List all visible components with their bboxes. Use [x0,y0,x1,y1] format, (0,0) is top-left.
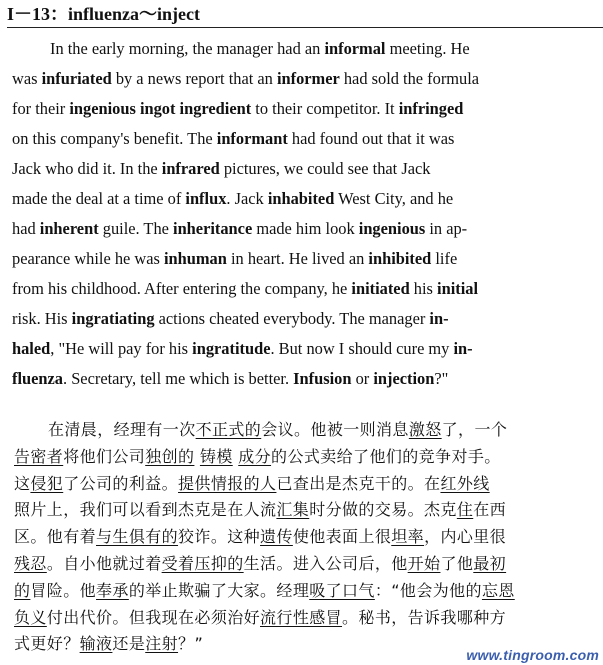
text-run: 了他 [440,553,474,573]
section-heading [7,2,597,26]
text-run: 。自小他就过着 [46,553,162,573]
english-line [12,274,594,304]
translated-term: 奉承 [96,580,129,600]
chinese-translation [14,417,594,658]
text-run: 在西 [473,500,507,520]
vocab-term: in- [453,339,473,358]
vocab-term: fluenza [12,369,63,388]
translated-term: 与生俱有的 [96,527,179,547]
vocab-term: ingratitude [192,339,271,358]
translated-term: 坦率 [391,527,425,547]
vocab-term: initial [437,279,479,298]
text-run: risk. His [12,309,72,328]
text-run: 还是 [112,634,146,654]
text-run: . Jack [226,189,268,208]
english-line [12,214,594,244]
translated-term: 吸了口气 [309,580,375,600]
vocab-term: infringed [398,99,464,118]
translated-term: 独创的 [145,446,195,466]
text-run: 了，一个 [441,420,508,439]
translated-term: 负义 [14,607,47,627]
text-run: in heart. He lived an [226,249,369,268]
translated-term: 住 [456,500,474,520]
english-line [12,34,594,64]
vocab-term: ingratiating [71,309,155,328]
vocab-term: informal [324,39,386,58]
text-run: 将他们公司 [63,446,146,466]
vocab-term: informant [216,129,288,148]
translated-term: 遗传 [260,527,293,547]
text-run: . Secretary, tell me which is better. [63,369,294,388]
section-heading-text: I－13：influenza～inject [7,4,200,24]
text-run: 式更好？ [14,634,80,654]
text-run: life [431,249,458,268]
text-run: to their competitor. It [251,99,399,118]
translated-term: 受着压抑的 [161,553,244,573]
text-run: had [12,219,40,238]
chinese-line [14,578,594,605]
text-run: meeting. He [385,39,470,58]
translated-term: 告密者 [14,446,64,466]
text-run: 这 [14,473,31,493]
english-line [12,124,594,154]
text-run: by a news report that an [111,69,277,88]
vocab-term: infuriated [41,69,112,88]
english-line [12,94,594,124]
english-line [12,364,594,394]
vocab-term: ingenious [358,219,426,238]
text-run: , "He will pay for his [50,339,193,358]
chinese-line [14,524,594,551]
translated-term: 最初 [473,553,507,573]
chinese-line [14,497,594,524]
text-run: ，内心里很 [424,527,507,547]
text-run: made the deal at a time of [12,189,186,208]
text-run: 生活。进入公司后，他 [243,553,408,573]
text-run: Jack who did it. In the [12,159,162,178]
english-line [12,334,594,364]
text-run: 会议。他被一则消息 [261,420,409,439]
vocab-term: influx [185,189,227,208]
translated-term: 成分 [238,446,272,466]
english-line [12,64,594,94]
text-run: guile. The [98,219,174,238]
chinese-line [14,417,594,444]
text-run: in ap- [425,219,468,238]
vocab-term: inhabited [267,189,335,208]
text-run: 狡诈。这种 [178,527,261,547]
text-run: 的举止欺骗了大家。经理 [128,580,310,600]
text-run: . But now I should cure my [270,339,454,358]
translated-term: 忘恩 [481,580,515,600]
text-run: on this company's benefit. The [12,129,217,148]
text-run: ?" [434,369,449,388]
chinese-line [14,605,594,632]
translated-term: 侵犯 [30,473,64,493]
heading-rule [7,27,603,28]
text-run: 区。他有着 [14,527,97,547]
chinese-line [14,444,594,471]
vocab-term: injection [373,369,435,388]
text-run: was [12,69,42,88]
text-run: from his childhood. After entering the company, he [12,279,352,298]
translated-term: 红外线 [440,473,490,493]
text-run: actions cheated everybody. The manager [154,309,430,328]
site-watermark[interactable]: www.tingroom.com [466,647,599,663]
chinese-line [14,471,594,498]
vocab-term: haled [12,339,51,358]
vocab-term: inherent [39,219,99,238]
text-run: 冒险。他 [30,580,97,600]
vocab-term: Infusion [293,369,352,388]
text-run: 已查出是杰克干的。在 [276,473,441,493]
vocab-term: in- [429,309,449,328]
vocab-term: inheritance [173,219,253,238]
vocab-term: inhuman [164,249,227,268]
translated-term: 铸模 [199,446,233,466]
text-run: made him look [252,219,359,238]
text-run: his [409,279,438,298]
translated-term: 提供情报的人 [178,473,277,493]
translated-term: 汇集 [276,500,310,520]
translated-term: 输液 [79,634,113,654]
translated-term: 流行性感冒 [260,607,343,627]
chinese-line [14,551,594,578]
text-run: ？” [178,634,204,654]
text-run: 了公司的利益。 [63,473,179,493]
translated-term: 开始 [407,553,441,573]
text-run: ：“他会为他的 [374,580,482,600]
text-run: had sold the formula [339,69,480,88]
english-line [12,184,594,214]
text-run: or [351,369,374,388]
text-run: 时分做的交易。杰克 [309,500,457,520]
text-run: pearance while he was [12,249,164,268]
vocab-term: initiated [351,279,410,298]
vocab-term: ingenious ingot ingredient [69,99,252,118]
translated-term: 激怒 [408,420,442,439]
translated-term: 不正式的 [195,420,262,439]
translated-term: 的 [14,580,31,600]
translated-term: 注射 [145,634,179,654]
translated-term: 残忍 [14,553,47,573]
text-run: 的公式卖给了他们的竞争对手。 [271,446,501,466]
text-run: had found out that it was [287,129,455,148]
text-run: 在清晨，经理有一次 [48,420,196,439]
english-line [12,154,594,184]
text-run: for their [12,99,70,118]
english-line [12,304,594,334]
text-run: In the early morning, the manager had an [50,39,325,58]
text-run: 照片上，我们可以看到杰克是在人流 [14,500,277,520]
vocab-term: informer [276,69,340,88]
text-run: pictures, we could see that Jack [219,159,431,178]
english-line [12,244,594,274]
vocab-term: infrared [161,159,220,178]
text-run: West City, and he [334,189,454,208]
english-passage [12,34,594,394]
text-run: 使他表面上很 [292,527,392,547]
vocab-term: inhibited [368,249,432,268]
text-run: 。秘书，告诉我哪种方 [342,607,507,627]
text-run: 付出代价。但我现在必须治好 [46,607,261,627]
